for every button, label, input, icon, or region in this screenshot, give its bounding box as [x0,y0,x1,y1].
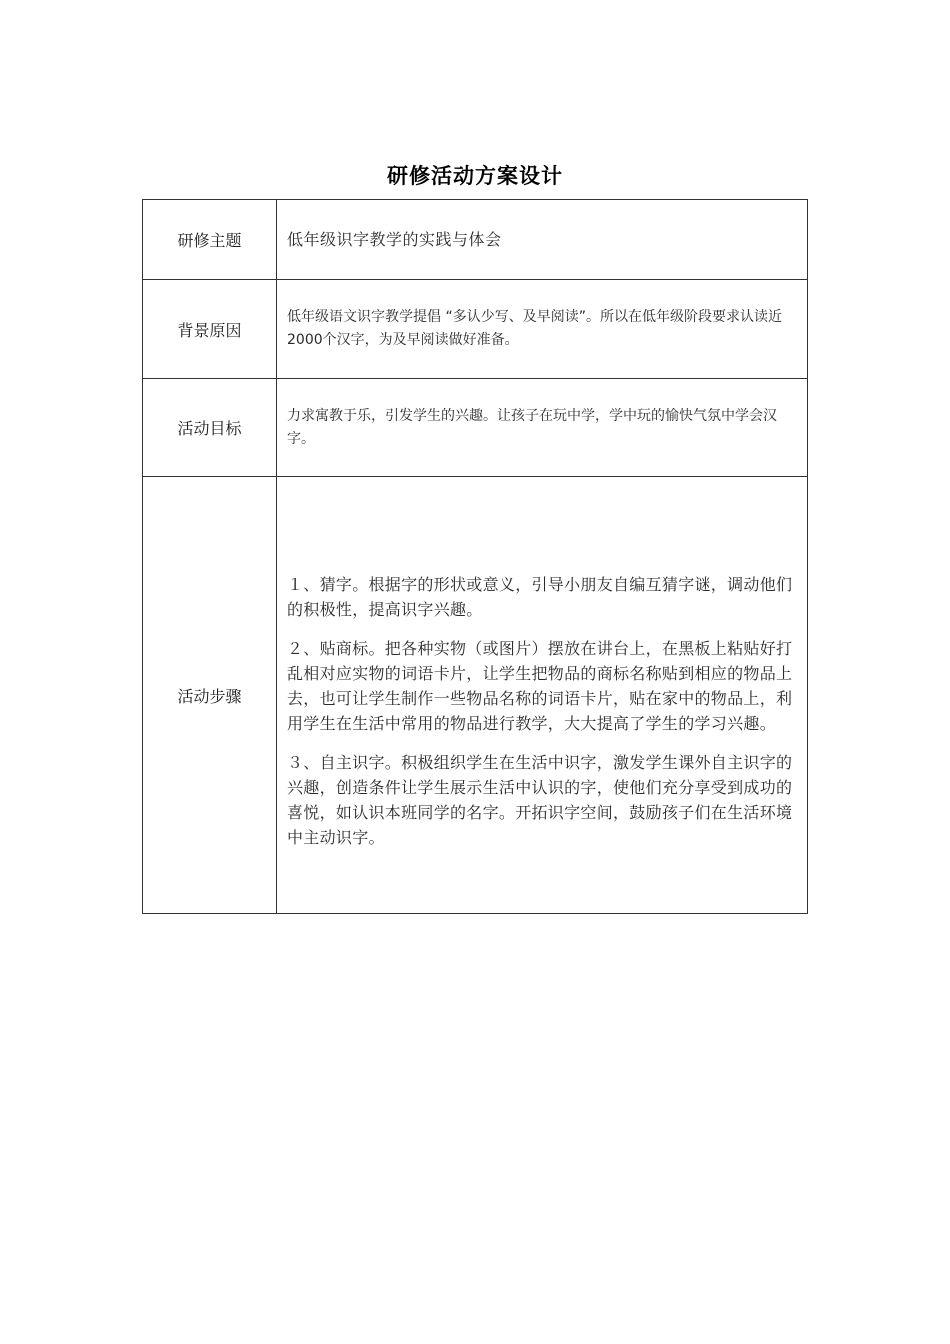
table-row-background [143,280,808,379]
table-row-steps [143,477,808,914]
label-background: 背景原因 [143,280,277,379]
table-row-topic [143,200,808,280]
step-item-1: １、猜字。根据字的形状或意义，引导小朋友自编互猜字谜，调动他们的积极性，提高识字兴趣。 [287,575,793,619]
steps-list [287,500,798,890]
label-topic: 研修主题 [143,200,277,280]
table-row-goal [143,379,808,477]
content-steps [277,477,808,914]
label-steps: 活动步骤 [143,477,277,914]
step-item-2: ２、贴商标。把各种实物（或图片）摆放在讲台上，在黑板上粘贴好打乱相对应实物的词语卡片，让学生把物品的商标名称贴到相应的物品上去，也可让学生制作一些物品名称的词语卡片，贴在家中的物品上，利用学生在生活中常用的物品进行教学，大大提高了学生的学习兴趣。 [287,639,793,733]
content-goal: 力求寓教于乐，引发学生的兴趣。让孩子在玩中学，学中玩的愉快气氛中学会汉字。 [277,379,808,477]
step-item-3: ３、自主识字。积极组织学生在生活中识字，激发学生课外自主识字的兴趣，创造条件让学生展示生活中认识的字，使他们充分享受到成功的喜悦，如认识本班同学的名字。开拓识字空间，鼓励孩子们在生活环境中主动识字。 [287,753,793,847]
label-goal: 活动目标 [143,379,277,477]
activity-plan-table [142,199,808,914]
content-topic: 低年级识字教学的实践与体会 [277,200,808,280]
content-background: 低年级语文识字教学提倡 “多认少写、及早阅读”。所以在低年级阶段要求认读近2000个汉字，为及早阅读做好准备。 [277,280,808,379]
page-title: 研修活动方案设计 [387,163,563,188]
